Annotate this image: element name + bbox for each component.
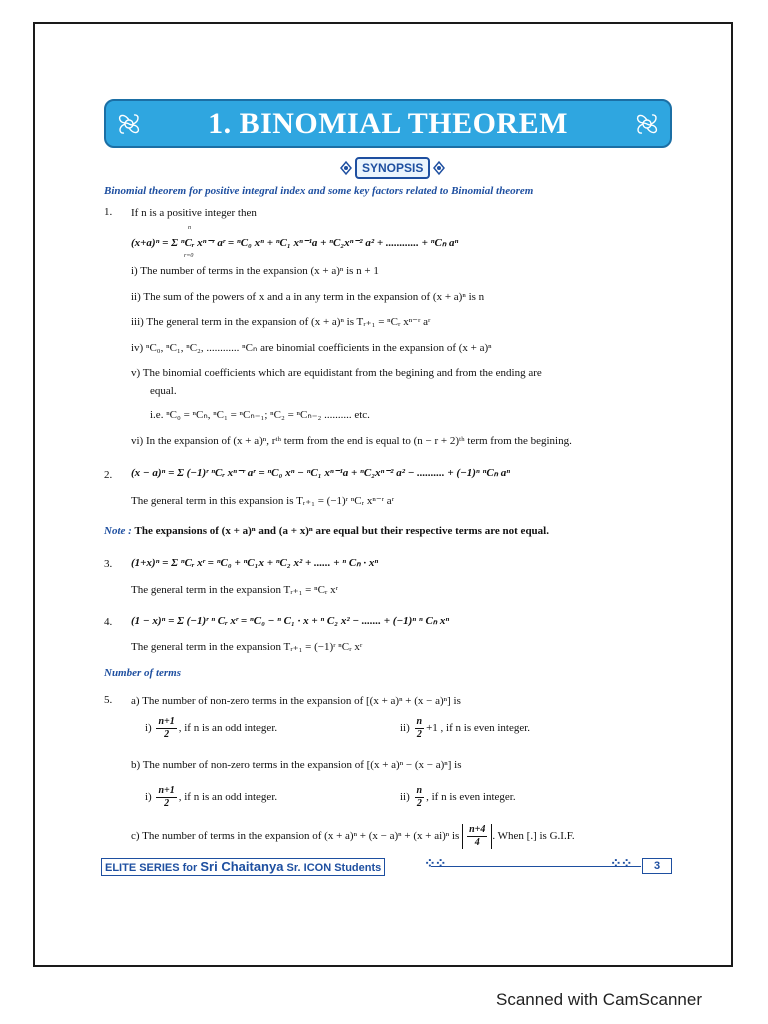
sub-text: The binomial coefficients which are equidistant from the begining and from the ending are bbox=[142, 367, 542, 379]
scanner-watermark: Scanned with CamScanner bbox=[496, 990, 703, 1009]
fraction-numerator: n+1 bbox=[158, 785, 175, 796]
item5-a: a) The number of non-zero terms in the expansion of [(x + a)ⁿ + (x − a)ⁿ] is bbox=[131, 695, 461, 707]
sub-label: vi) bbox=[131, 435, 144, 447]
general-term-text: The general term in this expansion is Tᵣ₊₁ = (−1)ʳ ⁿCᵣ xⁿ⁻ʳ aʳ bbox=[131, 495, 395, 507]
sub-text: ⁿC₀, ⁿC₁, ⁿC₂, ............ ⁿCₙ are binomial coefficients in the expansion of (x + a)ⁿ bbox=[145, 342, 492, 354]
sub-item-ii bbox=[131, 290, 484, 304]
fraction-denominator: 2 bbox=[164, 729, 170, 740]
sum-lower-limit: r=0 bbox=[184, 253, 194, 259]
sum-upper-limit: n bbox=[188, 225, 191, 231]
item-number: 2. bbox=[104, 469, 113, 481]
item5-b-ii bbox=[400, 785, 516, 810]
sub-label: i) bbox=[131, 265, 138, 277]
item-number: 5. bbox=[104, 694, 113, 706]
item5-b: b) The number of non-zero terms in the expansion of [(x + a)ⁿ − (x − a)ⁿ] is bbox=[131, 759, 462, 771]
sub-item-iii bbox=[131, 315, 430, 329]
note bbox=[104, 524, 549, 538]
sub-item-vi bbox=[131, 434, 572, 448]
fraction bbox=[467, 824, 487, 849]
series-rest: Sr. ICON Students bbox=[283, 862, 382, 874]
fraction bbox=[156, 716, 176, 741]
fraction-numerator: n+1 bbox=[158, 716, 175, 727]
sub-label: ii) bbox=[400, 722, 410, 735]
binomial-formula-minus: (x − a)ⁿ = Σ (−1)ʳ ⁿCᵣ xⁿ⁻ʳ aʳ = ⁿC₀ xⁿ − ⁿC₁ xⁿ⁻¹a + ⁿC₂xⁿ⁻² a² − .......... + (−1)ⁿ ⁿCₙ aⁿ bbox=[131, 467, 511, 479]
item5-c bbox=[131, 824, 575, 849]
number-of-terms-heading: Number of terms bbox=[104, 667, 181, 679]
page-footer bbox=[101, 858, 675, 876]
fraction-numerator: n+4 bbox=[469, 824, 486, 835]
item5-c-post: . When [.] is G.I.F. bbox=[492, 830, 575, 843]
synopsis-label: SYNOPSIS bbox=[355, 157, 430, 179]
item5-c-pre: c) The number of terms in the expansion of (x + a)ⁿ + (x − a)ⁿ + (x + ai)ⁿ is bbox=[131, 830, 460, 843]
fraction-denominator: 2 bbox=[416, 729, 422, 740]
item5-b-i bbox=[145, 785, 277, 810]
ornament-icon bbox=[339, 160, 353, 176]
general-term-text: The general term in the expansion Tᵣ₊₁ = ⁿCᵣ xʳ bbox=[131, 584, 339, 596]
sub-text: , if n is even integer. bbox=[426, 791, 516, 804]
sub-text: , if n is an odd integer. bbox=[178, 722, 278, 735]
note-text: The expansions of (x + a)ⁿ and (a + x)ⁿ are equal but their respective terms are not equal. bbox=[134, 525, 549, 537]
fraction bbox=[415, 716, 425, 741]
general-term-text: The general term in the expansion Tᵣ₊₁ = (−1)ʳ ⁿCᵣ xʳ bbox=[131, 641, 363, 653]
sub-item-v-cont bbox=[150, 384, 177, 398]
dots-ornament-icon: ⁘⁘ bbox=[424, 857, 446, 872]
sub-item-iv bbox=[131, 341, 492, 355]
fraction-denominator: 2 bbox=[164, 798, 170, 809]
binomial-formula: (x+a)ⁿ = Σ ⁿCᵣ xⁿ⁻ʳ aʳ = ⁿC₀ xⁿ + ⁿC₁ xⁿ⁻¹a + ⁿC₂xⁿ⁻² a² + ............ + ⁿCₙ aⁿ bbox=[131, 237, 459, 249]
fraction bbox=[415, 785, 425, 810]
sub-item-i bbox=[131, 264, 379, 278]
item-number: 1. bbox=[104, 206, 113, 218]
fraction-denominator: 2 bbox=[416, 798, 422, 809]
page-title: 1. BINOMIAL THEOREM bbox=[208, 106, 568, 140]
binomial-formula-one-minus: (1 − x)ⁿ = Σ (−1)ʳ ⁿ Cᵣ xʳ = ⁿC₀ − ⁿ C₁ · x + ⁿ C₂ x² − ....... + (−1)ⁿ ⁿ Cₙ xⁿ bbox=[131, 615, 450, 627]
floor-bracket bbox=[462, 824, 492, 849]
fraction-denominator: 4 bbox=[474, 837, 480, 848]
series-text: ELITE SERIES for bbox=[105, 862, 201, 874]
binomial-formula-one-plus: (1+x)ⁿ = Σ ⁿCᵣ xʳ = ⁿC₀ + ⁿC₁x + ⁿC₂ x² + ...... + ⁿ Cₙ · xⁿ bbox=[131, 557, 379, 569]
sub-label: ii) bbox=[400, 791, 410, 804]
sub-text: The number of terms in the expansion (x + a)ⁿ is n + 1 bbox=[140, 265, 379, 277]
sub-label: v) bbox=[131, 367, 141, 379]
page-number: 3 bbox=[642, 858, 672, 874]
sub-text: equal. bbox=[150, 385, 177, 397]
item5-a-i bbox=[145, 716, 277, 741]
sub-label: iv) bbox=[131, 342, 144, 354]
sub-text: The sum of the powers of x and a in any term in the expansion of (x + a)ⁿ is n bbox=[143, 291, 485, 303]
sub-item-v-example bbox=[150, 408, 370, 422]
synopsis-tag bbox=[339, 157, 446, 179]
item-number: 3. bbox=[104, 558, 113, 570]
sub-text: , if n is an odd integer. bbox=[178, 791, 278, 804]
fraction-numerator: n bbox=[416, 785, 423, 796]
fraction bbox=[156, 785, 176, 810]
sub-label: i) bbox=[145, 722, 152, 735]
sub-label: i) bbox=[145, 791, 152, 804]
ornament-icon bbox=[432, 160, 446, 176]
item-intro: If n is a positive integer then bbox=[131, 207, 257, 219]
sub-label: ii) bbox=[131, 291, 141, 303]
brand-name: Sri Chaitanya bbox=[200, 859, 284, 874]
sub-label: iii) bbox=[131, 316, 144, 328]
floral-ornament-icon bbox=[632, 107, 662, 141]
note-label: Note : bbox=[104, 525, 132, 537]
sub-text: In the expansion of (x + a)ⁿ, rᵗʰ term from the end is equal to (n − r + 2)ᵗʰ term from the begining. bbox=[145, 435, 572, 447]
fraction-numerator: n bbox=[416, 716, 423, 727]
item-number: 4. bbox=[104, 616, 113, 628]
series-label bbox=[101, 858, 385, 876]
dots-ornament-icon: ⁘⁘ bbox=[610, 857, 632, 872]
section-heading: Binomial theorem for positive integral index and some key factors related to Binomial theorem bbox=[104, 185, 534, 197]
title-banner bbox=[104, 99, 672, 148]
floral-ornament-icon bbox=[114, 107, 144, 141]
item5-a-ii bbox=[400, 716, 530, 741]
sub-text: +1 , if n is even integer. bbox=[426, 722, 531, 735]
sub-text: i.e. ⁿC₀ = ⁿCₙ, ⁿC₁ = ⁿCₙ₋₁; ⁿC₂ = ⁿCₙ₋₂ .......... etc. bbox=[150, 409, 370, 421]
sub-text: The general term in the expansion of (x + a)ⁿ is Tᵣ₊₁ = ⁿCᵣ xⁿ⁻ʳ aʳ bbox=[146, 316, 431, 328]
sub-item-v bbox=[131, 366, 542, 380]
